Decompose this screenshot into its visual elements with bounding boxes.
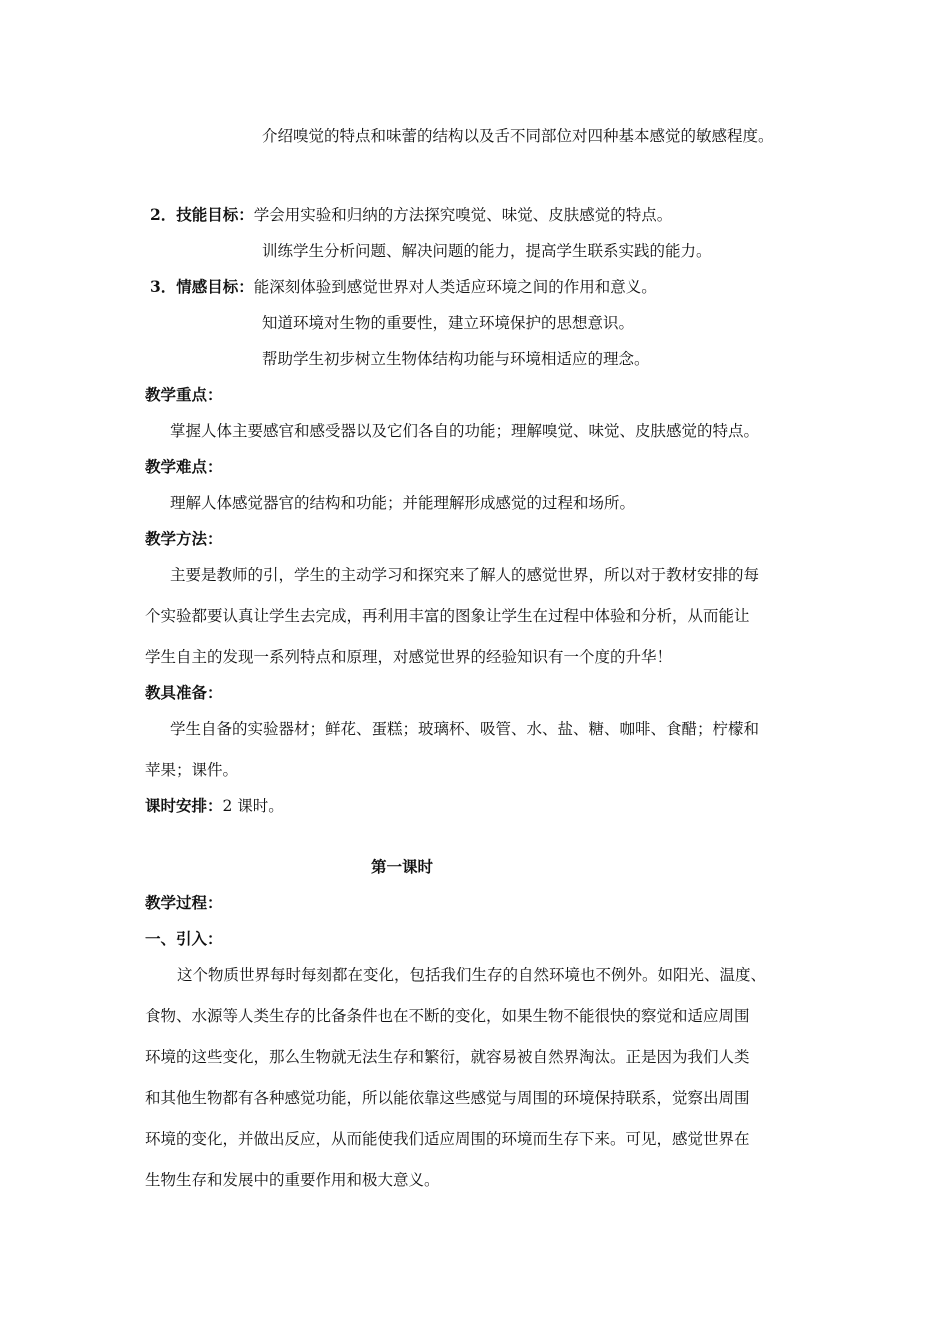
emotion-goal-label: 3．情感目标： (150, 277, 254, 296)
emotion-goal-line-1: 能深刻体验到感觉世界对人类适应环境之间的作用和意义。 (253, 278, 657, 296)
intro-line-5: 环境的变化，并做出反应，从而能使我们适应周围的环境而生存下来。可见，感觉世界在 (145, 1130, 750, 1148)
intro-line-3: 环境的这些变化，那么生物就无法生存和繁衍，就容易被自然界淘汰。正是因为我们人类 (145, 1048, 750, 1066)
process-heading: 教学过程： (145, 893, 223, 912)
skills-goal-line-1: 学会用实验和归纳的方法探究嗅觉、味觉、皮肤感觉的特点。 (253, 206, 673, 224)
intro-line-6: 生物生存和发展中的重要作用和极大意义。 (145, 1171, 440, 1189)
skills-goal (150, 204, 672, 226)
methods-heading: 教学方法： (145, 529, 223, 548)
emotion-goal-line-2: 知道环境对生物的重要性，建立环境保护的思想意识。 (262, 314, 635, 332)
tools-line-2: 苹果；课件。 (145, 761, 239, 779)
schedule-value: 2 课时。 (222, 797, 284, 815)
methods-line-1: 主要是教师的引，学生的主动学习和探究来了解人的感觉世界，所以对于教材安排的每 (170, 566, 760, 584)
intro-line-1: 这个物质世界每时每刻都在变化，包括我们生存的自然环境也不例外。如阳光、温度、 (177, 966, 767, 984)
intro-line-2: 食物、水源等人类生存的比备条件也在不断的变化，如果生物不能很快的察觉和适应周围 (145, 1007, 750, 1025)
tools-heading: 教具准备： (145, 683, 223, 702)
intro-heading: 一、引入： (145, 929, 223, 948)
key-points-text: 掌握人体主要感官和感受器以及它们各自的功能；理解嗅觉、味觉、皮肤感觉的特点。 (170, 422, 760, 440)
methods-line-2: 个实验都要认真让学生去完成，再利用丰富的图象让学生在过程中体验和分析，从而能让 (145, 607, 750, 625)
key-points-heading: 教学重点： (145, 385, 223, 404)
intro-line-4: 和其他生物都有各种感觉功能，所以能依靠这些感觉与周围的环境保持联系，觉察出周围 (145, 1089, 750, 1107)
methods-line-3: 学生自主的发现一系列特点和原理，对感觉世界的经验知识有一个度的升华！ (145, 648, 673, 666)
difficulties-heading: 教学难点： (145, 457, 223, 476)
tools-line-1: 学生自备的实验器材；鲜花、蛋糕；玻璃杯、吸管、水、盐、糖、咖啡、食醋；柠檬和 (170, 720, 760, 738)
knowledge-goal-continuation: 介绍嗅觉的特点和味蕾的结构以及舌不同部位对四种基本感觉的敏感程度。 (262, 127, 774, 145)
lesson-title: 第一课时 (371, 857, 434, 876)
skills-goal-line-2: 训练学生分析问题、解决问题的能力，提高学生联系实践的能力。 (262, 242, 712, 260)
schedule-label: 课时安排： (145, 796, 223, 815)
difficulties-text: 理解人体感觉器官的结构和功能；并能理解形成感觉的过程和场所。 (170, 494, 636, 512)
emotion-goal-line-3: 帮助学生初步树立生物体结构功能与环境相适应的理念。 (262, 350, 650, 368)
schedule (145, 795, 284, 817)
emotion-goal (150, 276, 657, 298)
skills-goal-label: 2．技能目标： (150, 205, 254, 224)
